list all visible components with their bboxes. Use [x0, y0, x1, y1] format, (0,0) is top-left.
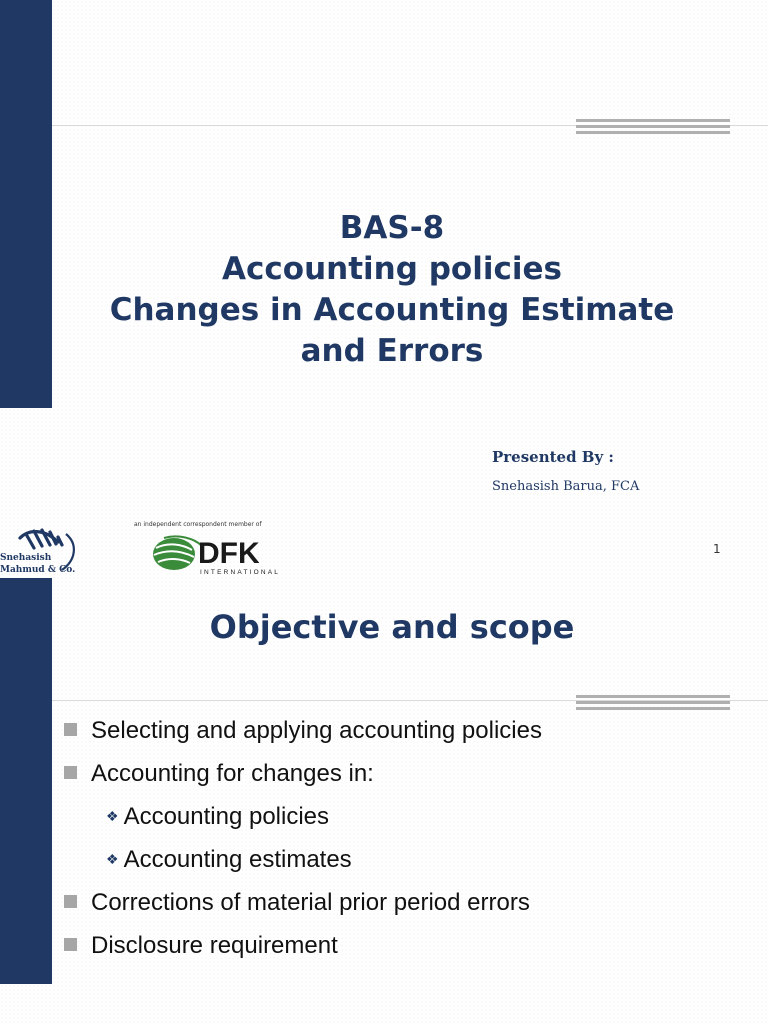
- diamond-bullet-icon: ❖: [106, 851, 119, 867]
- title-line-3: Changes in Accounting Estimate: [109, 292, 675, 328]
- presented-by-label: Presented By :: [492, 448, 614, 466]
- dfk-member-note: an independent correspondent member of: [134, 521, 262, 528]
- firm-name: [0, 552, 90, 576]
- square-bullet-icon: [64, 895, 77, 908]
- bullet-text: Accounting policies: [123, 803, 330, 830]
- bullet-text: Corrections of material prior period errors: [91, 889, 530, 916]
- dfk-logo-icon: [150, 532, 284, 576]
- bullet-text: Accounting for changes in:: [91, 760, 374, 787]
- list-item: [64, 881, 542, 924]
- dfk-logo-text: DFK: [198, 537, 260, 570]
- section-heading: Objective and scope: [209, 608, 575, 646]
- title-line-1: BAS-8: [339, 210, 445, 246]
- slide-title: [52, 208, 732, 372]
- list-item: [64, 752, 542, 795]
- left-accent-bar: [0, 578, 52, 984]
- list-item: [64, 709, 542, 752]
- bullet-text: Disclosure requirement: [91, 932, 338, 959]
- square-bullet-icon: [64, 723, 77, 736]
- list-item: [64, 924, 542, 967]
- square-bullet-icon: [64, 938, 77, 951]
- bullet-list: [64, 709, 542, 967]
- presenter-name: Snehasish Barua, FCA: [492, 479, 640, 494]
- decorative-stripes: [576, 695, 730, 710]
- firm-name-line-2: Mahmud & Co.: [0, 565, 76, 575]
- dfk-logo-subtext: INTERNATIONAL: [200, 569, 281, 576]
- title-line-4: and Errors: [300, 333, 484, 369]
- slide-2: [0, 578, 768, 1024]
- list-item: [64, 795, 542, 838]
- firm-name-line-1: Snehasish: [0, 553, 52, 563]
- diamond-bullet-icon: ❖: [106, 808, 119, 824]
- bullet-text: Selecting and applying accounting policies: [91, 717, 542, 744]
- title-line-2: Accounting policies: [222, 251, 562, 287]
- square-bullet-icon: [64, 766, 77, 779]
- list-item: [64, 838, 542, 881]
- page-number: 1: [713, 542, 721, 556]
- decorative-stripes: [576, 119, 730, 134]
- bullet-text: Accounting estimates: [123, 846, 352, 873]
- left-accent-bar: [0, 0, 52, 408]
